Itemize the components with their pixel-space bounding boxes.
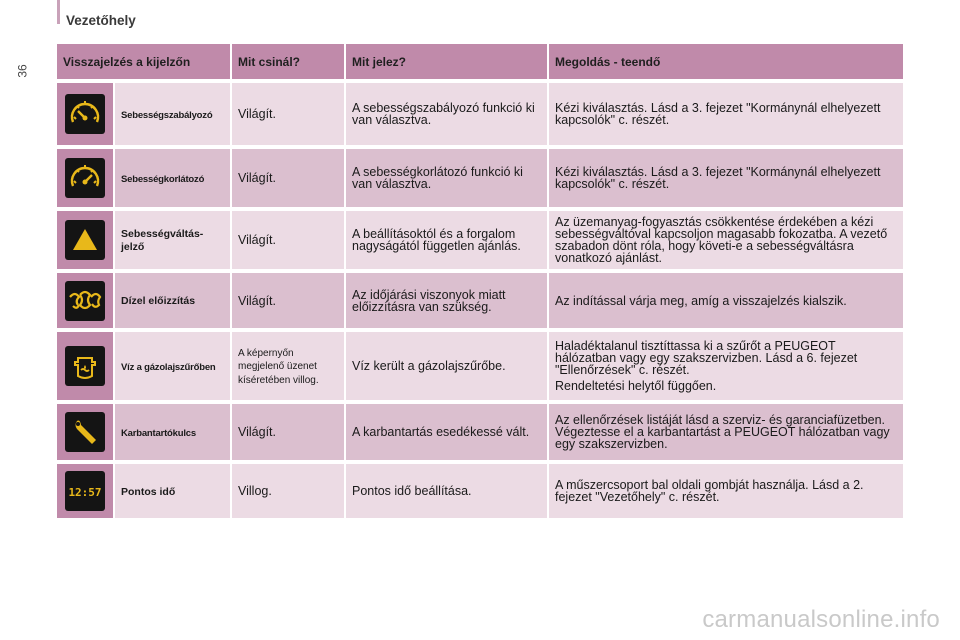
water-in-diesel-filter-icon xyxy=(65,346,105,386)
header-indicator: Visszajelzés a kijelzőn xyxy=(57,44,232,79)
state-cell: Villog. xyxy=(232,464,346,518)
solution-text: Haladéktalanul tisztíttassa ki a szűrőt a PEUGEOT hálózatban vagy egy szakszervizben. Lásd a 6. fejezet "Ellenőrzések" c. részét. xyxy=(555,339,858,377)
indicator-name: Víz a gázolajszűrőben xyxy=(121,361,216,373)
table-row xyxy=(57,404,903,460)
solution-text: Az indítással várja meg, amíg a visszajelzés kialszik. xyxy=(555,293,847,308)
state-cell: Világít. xyxy=(232,83,346,145)
meaning-cell: Pontos idő beállítása. xyxy=(346,464,549,518)
header-state: Mit csinál? xyxy=(232,44,346,79)
state-cell: Világít. xyxy=(232,404,346,460)
indicator-name: Sebességszabályozó xyxy=(121,109,213,121)
page-number: 36 xyxy=(15,64,30,78)
warning-lights-table xyxy=(57,40,903,522)
table-row xyxy=(57,273,903,328)
header-solution: Megoldás - teendő xyxy=(549,44,903,79)
solution-text: Rendeltetési helytől függően. xyxy=(555,379,717,393)
header-meaning: Mit jelez? xyxy=(346,44,549,79)
glow-plug-icon xyxy=(65,281,105,321)
meaning-cell: A sebességszabályozó funkció ki van választva. xyxy=(346,83,549,145)
state-cell: A képernyőn megjelenő üzenet kíséretében villog. xyxy=(238,347,319,386)
meaning-cell: A karbantartás esedékessé vált. xyxy=(346,404,549,460)
digital-clock-icon xyxy=(65,471,105,511)
meaning-cell: Az időjárási viszonyok miatt előizzításra van szükség. xyxy=(346,273,549,328)
indicator-name: Dízel előizzítás xyxy=(121,295,196,307)
state-cell: Világít. xyxy=(232,273,346,328)
wrench-icon xyxy=(65,412,105,452)
solution-text: Az ellenőrzések listáját lásd a szerviz- és garanciafüzetben. Végeztesse el a karbantartást a PEUGEOT hálózatban vagy egy szakszervizben. xyxy=(555,413,890,451)
speed-limit-gauge-icon xyxy=(65,158,105,198)
page-margin-rule xyxy=(57,0,60,24)
indicator-name: Sebességkorlátozó xyxy=(121,173,205,185)
indicator-name: Karbantartókulcs xyxy=(121,427,196,439)
state-cell: Világít. xyxy=(232,149,346,207)
table-row xyxy=(57,332,903,400)
indicator-name: Pontos idő xyxy=(121,485,176,498)
watermark: carmanualsonline.info xyxy=(702,606,940,633)
gear-shift-triangle-icon xyxy=(65,220,105,260)
table-row xyxy=(57,149,903,207)
indicator-name: Sebességváltás-jelző xyxy=(121,228,204,253)
meaning-cell: A sebességkorlátozó funkció ki van választva. xyxy=(346,149,549,207)
table-row xyxy=(57,464,903,518)
solution-text: Kézi kiválasztás. Lásd a 3. fejezet "Kormánynál elhelyezett kapcsolók" c. részét. xyxy=(555,101,881,127)
page-title: Vezetőhely xyxy=(66,13,136,28)
meaning-cell: A beállításoktól és a forgalom nagyságától független ajánlás. xyxy=(346,211,549,269)
meaning-cell: Víz került a gázolajszűrőbe. xyxy=(346,332,549,400)
table-row xyxy=(57,211,903,269)
solution-text: A műszercsoport bal oldali gombját használja. Lásd a 2. fejezet "Vezetőhely" c. részét. xyxy=(555,478,864,504)
solution-text: Kézi kiválasztás. Lásd a 3. fejezet "Kormánynál elhelyezett kapcsolók" c. részét. xyxy=(555,165,881,191)
solution-text: Az üzemanyag-fogyasztás csökkentése érdekében a kézi sebességváltóval kapcsoljon magasabb fokozatba. A vezető szabadon dönt róla, hogy követi-e a sebességváltásra vonatkozó ajánlást. xyxy=(555,215,888,265)
clock-readout: 12:57 xyxy=(68,486,102,499)
table-header-row xyxy=(57,44,903,79)
table-row xyxy=(57,83,903,145)
speed-limiter-gauge-icon xyxy=(65,94,105,134)
state-cell: Világít. xyxy=(232,211,346,269)
